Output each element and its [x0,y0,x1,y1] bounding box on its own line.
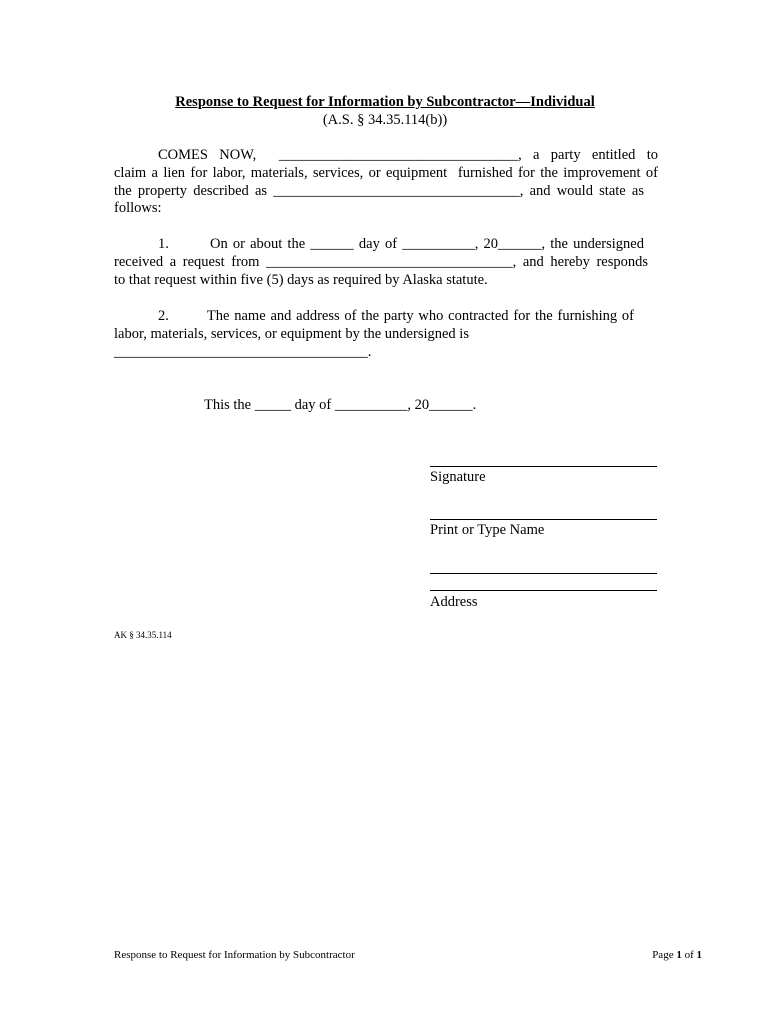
paragraph-item-1 [114,236,658,289]
paragraph-line: follows: [114,200,162,217]
print-name-line [430,519,657,520]
address-label: Address [430,594,478,610]
document-subtitle: (A.S. § 34.35.114(b)) [322,112,448,128]
page-current: 1 [676,949,682,961]
document-title: Response to Request for Information by Subcontractor—Individual [175,94,595,110]
page-total: 1 [696,949,702,961]
footer-title: Response to Request for Information by Subcontractor [114,949,355,961]
statute-code: AK § 34.35.114 [114,630,172,640]
address-line-1 [430,573,657,574]
paragraph-line: to that request within five (5) days as required by Alaska statute. [114,271,488,288]
page-number [652,949,702,961]
paragraph-comes-now [114,147,658,218]
page-separator: of [681,949,697,961]
paragraph-line: the property described as __________________________________, and would state as [114,182,644,199]
signature-label: Signature [430,469,486,485]
paragraph-line: claim a lien for labor, materials, services, or equipment furnished for the improvement of [114,164,658,181]
paragraph-line: COMES NOW, _________________________________, a party entitled to [158,147,658,163]
paragraph-line: ___________________________________. [114,343,372,360]
paragraph-line: 2. The name and address of the party who contracted for the furnishing of [158,308,634,324]
page-prefix: Page [652,949,677,961]
signature-line [430,466,657,467]
print-name-label: Print or Type Name [430,522,545,538]
paragraph-line: received a request from __________________________________, and hereby responds [114,253,648,270]
address-line-2 [430,590,657,591]
paragraph-item-2 [114,308,658,361]
date-line: This the _____ day of __________, 20______. [204,397,477,413]
paragraph-line: labor, materials, services, or equipment by the undersigned is [114,325,469,342]
paragraph-line: 1. On or about the ______ day of __________, 20______, the undersigned [158,236,644,252]
